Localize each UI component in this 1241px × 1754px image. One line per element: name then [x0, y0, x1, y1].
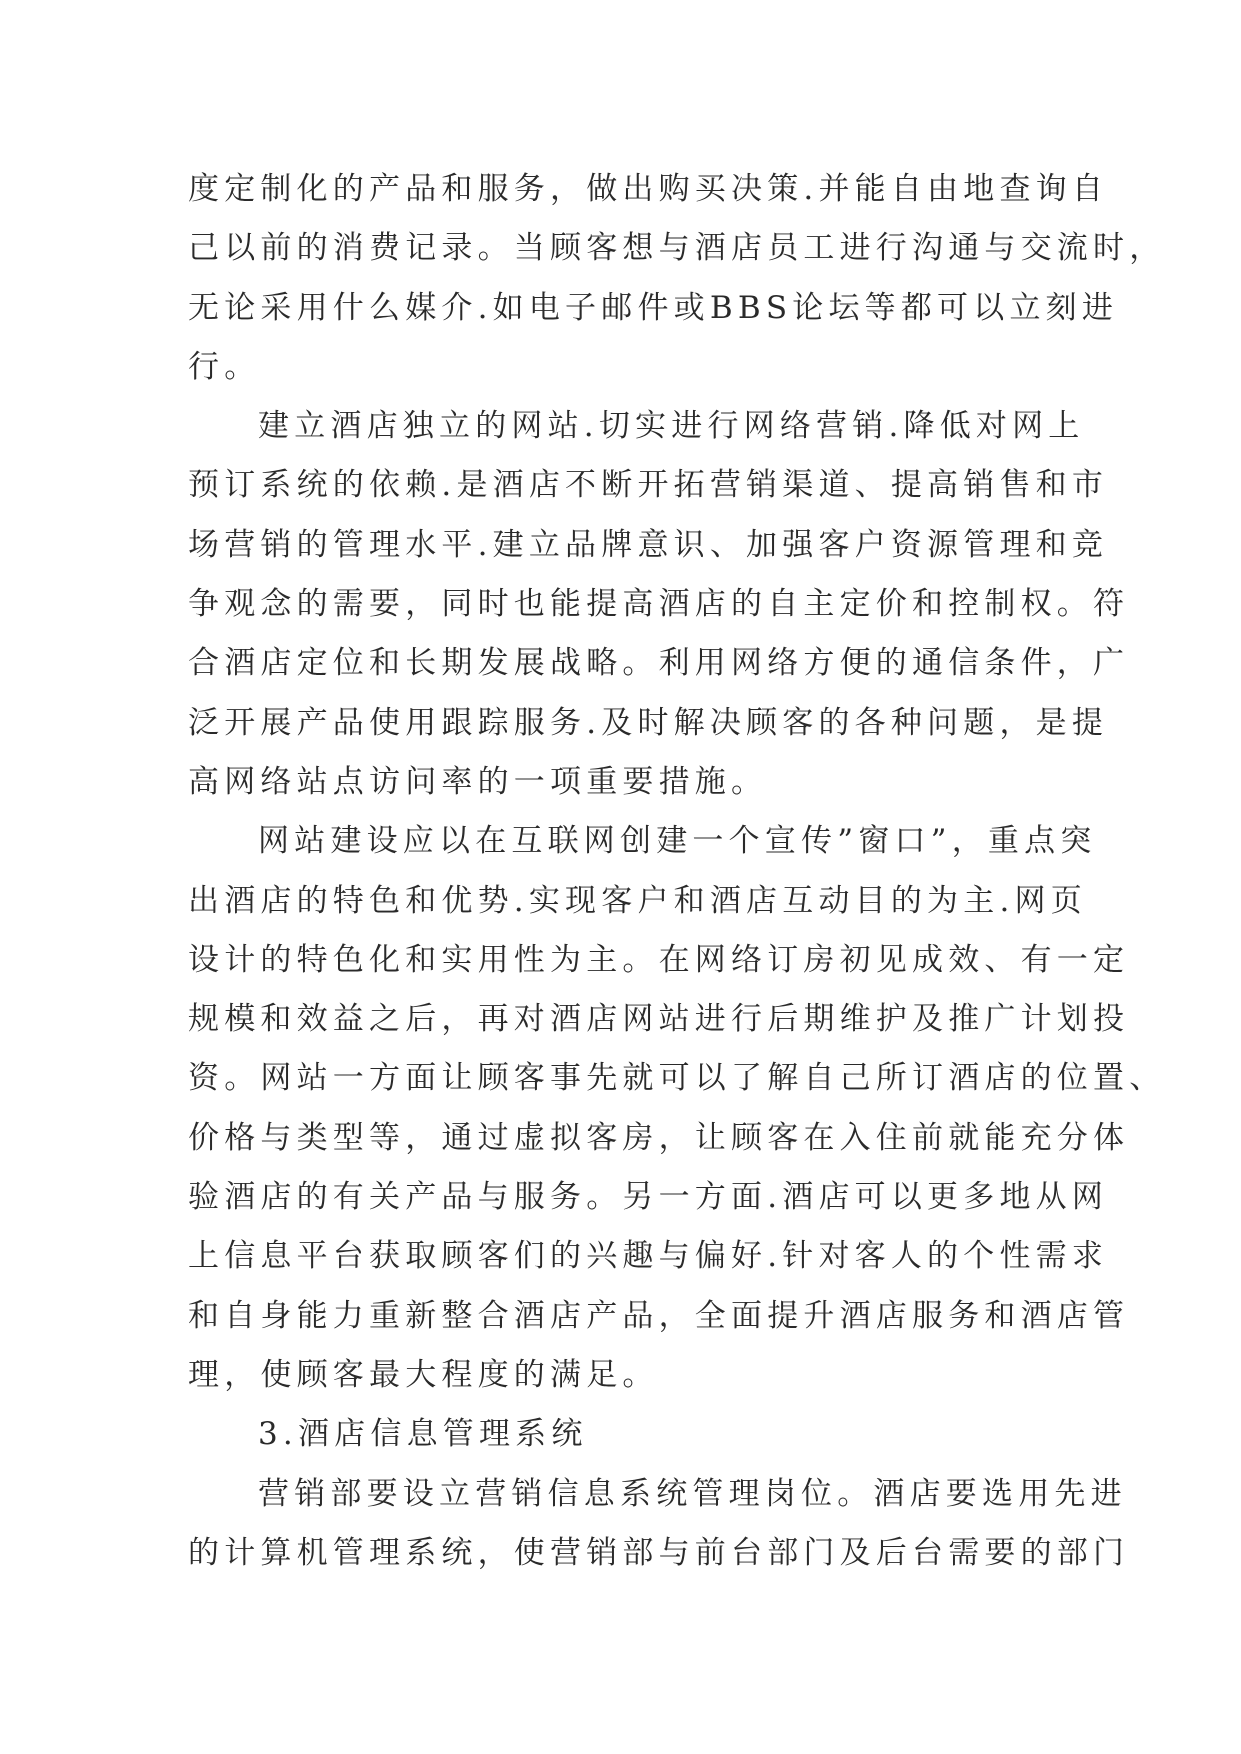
text-line: 规模和效益之后，再对酒店网站进行后期维护及推广计划投: [188, 1001, 1130, 1038]
text-line: 上信息平台获取顾客们的兴趣与偏好.针对客人的个性需求: [188, 1238, 1109, 1275]
paragraph-first-line: 建立酒店独立的网站.切实进行网络营销.降低对网上: [258, 408, 1085, 445]
text-line: 预订系统的依赖.是酒店不断开拓营销渠道、提高销售和市: [188, 467, 1109, 504]
text-line: 设计的特色化和实用性为主。在网络订房初见成效、有一定: [188, 941, 1130, 978]
text-line: 行。: [188, 348, 261, 385]
section-heading: 3.酒店信息管理系统: [258, 1416, 588, 1453]
text-line: 争观念的需要，同时也能提高酒店的自主定价和控制权。符: [188, 586, 1130, 623]
text-line: 泛开展产品使用跟踪服务.及时解决顾客的各种问题，是提: [188, 704, 1109, 741]
text-line: 价格与类型等，通过虚拟客房，让顾客在入住前就能充分体: [188, 1119, 1130, 1156]
text-line: 资。网站一方面让顾客事先就可以了解自己所订酒店的位置、: [188, 1060, 1166, 1097]
text-line: 出酒店的特色和优势.实现客户和酒店互动目的为主.网页: [188, 882, 1087, 919]
text-line: 度定制化的产品和服务，做出购买决策.并能自由地查询自: [188, 171, 1109, 207]
paragraph-first-line: 网站建设应以在互联网创建一个宣传”窗口”，重点突: [258, 823, 1097, 860]
text-line: 合酒店定位和长期发展战略。利用网络方便的通信条件，广: [188, 645, 1130, 682]
text-line: 高网络站点访问率的一项重要措施。: [188, 763, 768, 800]
text-line: 场营销的管理水平.建立品牌意识、加强客户资源管理和竞: [188, 526, 1109, 563]
text-line: 己以前的消费记录。当顾客想与酒店员工进行沟通与交流时，: [188, 230, 1166, 267]
paragraph-first-line: 营销部要设立营销信息系统管理岗位。酒店要选用先进: [258, 1475, 1127, 1512]
text-line: 理，使顾客最大程度的满足。: [188, 1356, 659, 1393]
document-body: [188, 160, 1166, 1583]
text-line: 的计算机管理系统，使营销部与前台部门及后台需要的部门: [188, 1534, 1130, 1571]
text-line: 和自身能力重新整合酒店产品，全面提升酒店服务和酒店管: [188, 1297, 1130, 1334]
text-line: 无论采用什么媒介.如电子邮件或BBS论坛等都可以立刻进: [188, 289, 1119, 326]
text-line: 验酒店的有关产品与服务。另一方面.酒店可以更多地从网: [188, 1179, 1109, 1216]
